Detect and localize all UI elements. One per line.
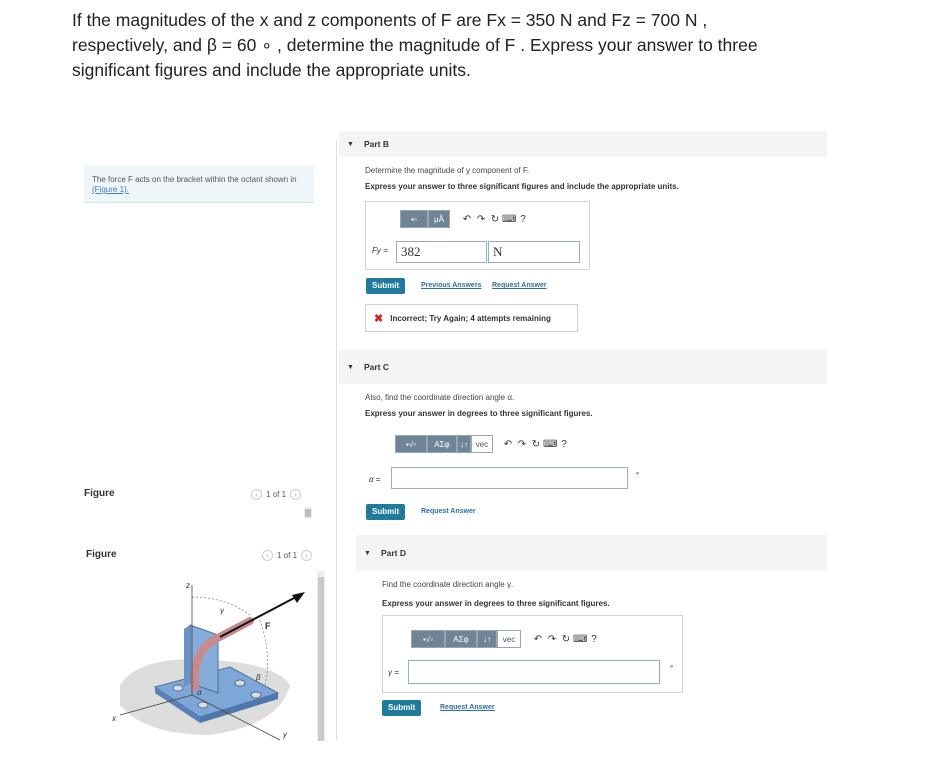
question-line-3: significant figures and include the appropriate units. [72, 60, 471, 80]
force-label: F [265, 621, 271, 631]
part-b-unit-input[interactable]: N [488, 241, 580, 263]
panel-divider [336, 140, 337, 740]
redo-icon[interactable]: ↷ [476, 213, 486, 225]
part-c-answer-box [365, 427, 639, 498]
question-text [72, 8, 832, 83]
question-line-1: If the magnitudes of the x and z components of F are Fx = 350 N and Fz = 700 N , [72, 10, 708, 30]
part-b-submit-button[interactable]: Submit [366, 278, 405, 294]
figure-pager-1 [251, 489, 301, 500]
undo-icon[interactable]: ↶ [462, 213, 472, 225]
gamma-label: γ [220, 606, 224, 615]
reset-icon[interactable]: ↻ [531, 438, 541, 450]
prev-figure-button[interactable]: ‹ [251, 489, 262, 500]
collapse-icon: ▼ [364, 549, 371, 557]
greek-button[interactable]: ΑΣφ [427, 435, 457, 453]
x-axis-label: x [112, 714, 116, 723]
part-d-prompt: Find the coordinate direction angle γ. [382, 580, 514, 589]
part-d-toolbar [411, 630, 601, 648]
beta-label: β [256, 673, 261, 682]
part-b-feedback [365, 304, 578, 332]
prev-figure-button-2[interactable]: ‹ [262, 550, 273, 561]
reset-icon[interactable]: ↻ [561, 633, 571, 645]
part-d-answer-box [382, 615, 683, 693]
z-axis-label: z [186, 581, 190, 590]
alpha-label: α [197, 688, 202, 697]
part-d-var-label: γ = [388, 668, 399, 677]
units-button[interactable]: μÅ [428, 210, 450, 228]
part-c-header[interactable] [339, 350, 827, 384]
part-b-value-input[interactable]: 382 [396, 241, 487, 263]
pager-count-2: 1 of 1 [277, 551, 298, 560]
figure-scrollbar-2[interactable] [317, 571, 325, 741]
y-axis-label: y [283, 730, 287, 739]
pager-count: 1 of 1 [266, 490, 287, 499]
figure-label-1: Figure [84, 488, 115, 499]
help-icon[interactable]: ? [591, 633, 597, 645]
part-c-request-answer-link[interactable]: Request Answer [421, 508, 476, 515]
part-b-answer-box [365, 201, 590, 270]
undo-icon[interactable]: ↶ [503, 438, 513, 450]
part-d-title: Part D [380, 548, 406, 558]
keyboard-icon[interactable]: ⌨ [502, 213, 517, 225]
part-b-toolbar [400, 210, 530, 228]
part-c-var-label: α = [369, 475, 381, 484]
part-c-title: Part C [363, 362, 389, 372]
bracket-figure [100, 575, 310, 745]
part-c-unit: ∘ [635, 469, 641, 478]
previous-answers-link[interactable]: Previous Answers [421, 282, 482, 289]
part-b-request-answer-link[interactable]: Request Answer [492, 282, 547, 289]
vector-button[interactable]: vec [471, 435, 493, 453]
figure-label-2: Figure [86, 549, 117, 560]
collapse-icon: ▼ [347, 363, 354, 371]
redo-icon[interactable]: ↷ [547, 633, 557, 645]
part-b-header[interactable] [339, 131, 827, 157]
redo-icon[interactable]: ↷ [517, 438, 527, 450]
part-c-toolbar [395, 435, 571, 453]
help-icon[interactable]: ? [520, 213, 526, 225]
incorrect-icon: ✖ [374, 312, 384, 325]
next-figure-button[interactable]: › [290, 489, 301, 500]
figure-link[interactable]: (Figure 1). [92, 185, 129, 194]
help-icon[interactable]: ? [561, 438, 567, 450]
templates-button[interactable]: ▪▫ [400, 210, 428, 228]
math-templates-button[interactable]: ▪√▫ [395, 435, 427, 453]
part-c-prompt: Also, find the coordinate direction angle α. [365, 393, 515, 402]
keyboard-icon[interactable]: ⌨ [543, 438, 558, 450]
intro-box [84, 165, 314, 203]
greek-button[interactable]: ΑΣφ [445, 630, 477, 648]
part-c-submit-button[interactable]: Submit [366, 504, 405, 520]
part-d-unit: ∘ [669, 662, 675, 671]
keyboard-icon[interactable]: ⌨ [573, 633, 588, 645]
part-b-prompt: Determine the magnitude of y component of F. [365, 166, 530, 175]
part-c-instruction: Express your answer in degrees to three significant figures. [365, 409, 593, 418]
part-d-submit-button[interactable]: Submit [382, 700, 421, 716]
vector-button[interactable]: vec [497, 630, 521, 648]
part-d-answer-input[interactable] [408, 660, 660, 684]
feedback-text: Incorrect; Try Again; 4 attempts remaining [390, 313, 551, 323]
part-b-instruction: Express your answer to three significant figures and include the appropriate units. [365, 182, 679, 191]
undo-icon[interactable]: ↶ [533, 633, 543, 645]
reset-icon[interactable]: ↻ [490, 213, 500, 225]
figure-pager-2 [262, 550, 312, 561]
part-b-title: Part B [363, 139, 389, 149]
next-figure-button-2[interactable]: › [301, 550, 312, 561]
math-templates-button[interactable]: ▪√▫ [411, 630, 445, 648]
part-d-header[interactable] [356, 535, 827, 571]
collapse-icon: ▼ [347, 140, 354, 148]
part-b-var-label: Fy = [372, 246, 388, 255]
part-c-answer-input[interactable] [391, 467, 628, 489]
question-line-2: respectively, and β = 60 ∘ , determine the magnitude of F . Express your answer to three [72, 35, 758, 55]
intro-text: The force F acts on the bracket within the octant shown in [92, 175, 297, 184]
part-d-instruction: Express your answer in degrees to three significant figures. [382, 599, 610, 608]
arrows-button[interactable]: ↓↑ [477, 630, 497, 648]
figure-scrollbar-1[interactable] [304, 507, 312, 519]
part-d-request-answer-link[interactable]: Request Answer [440, 704, 495, 711]
arrows-button[interactable]: ↓↑ [457, 435, 471, 453]
